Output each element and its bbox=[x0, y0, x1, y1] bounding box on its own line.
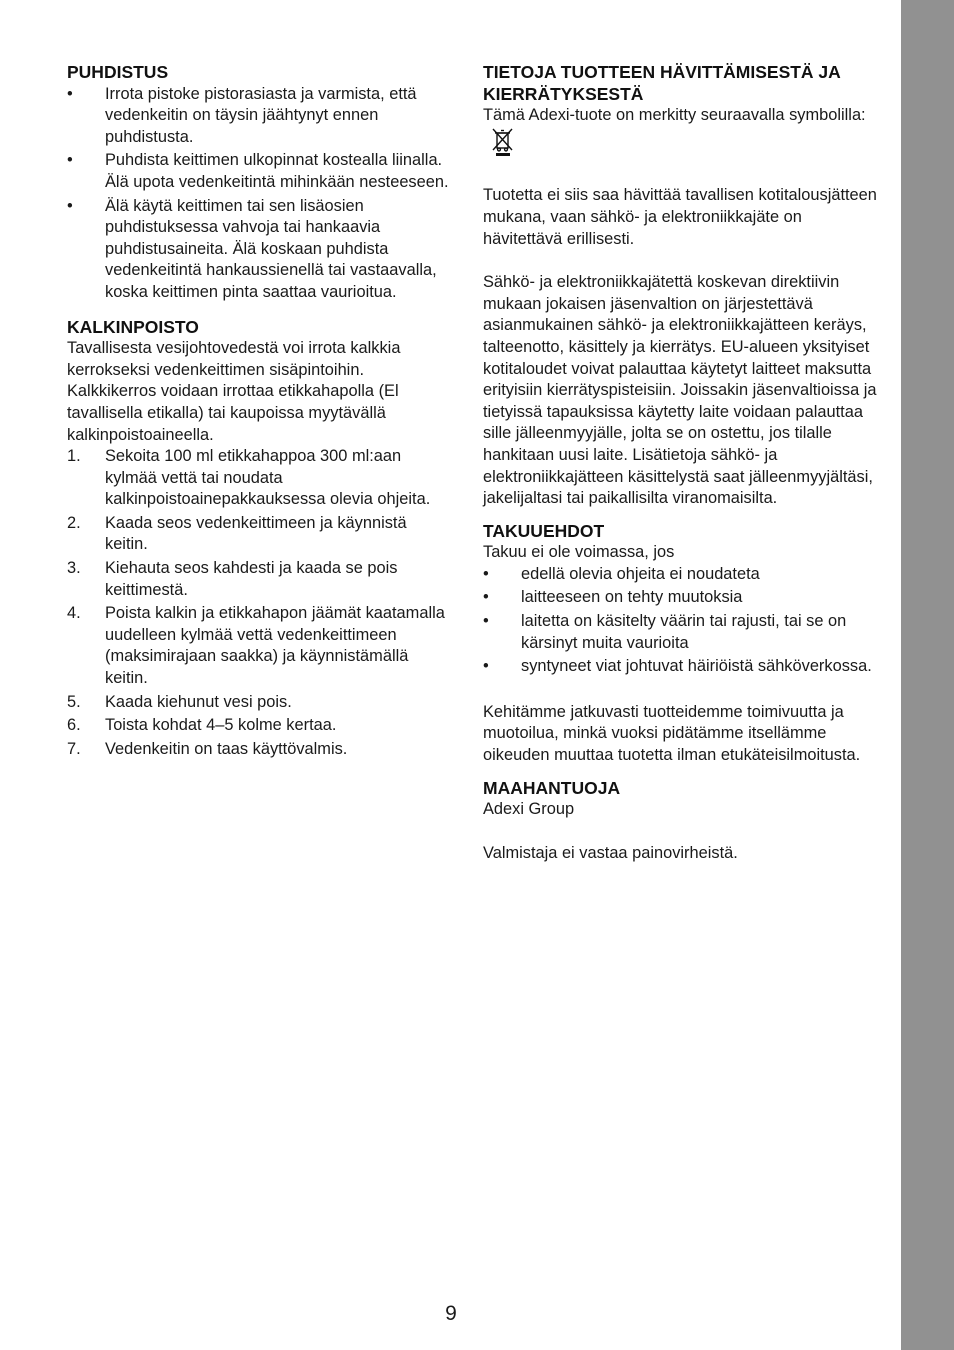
descaling-intro: Tavallisesta vesijohtovedestä voi irrota kalkkia kerrokseksi vedenkeittimen sisäpintoihin. Kalkkikerros voidaan irrottaa etikkahapolla (El tavallisella etikalla) tai kaupoissa myytävällä kalkinpoistoaineella. bbox=[67, 339, 401, 444]
left-column bbox=[67, 62, 449, 762]
heading-kalkinpoisto: KALKINPOISTO bbox=[67, 316, 199, 337]
bullet-icon: • bbox=[483, 657, 489, 676]
warranty-list bbox=[483, 564, 878, 678]
list-item: • Puhdista keittimen ulkopinnat kostealla liinalla. Älä upota vedenkeitintä mihinkään nesteeseen. bbox=[67, 151, 449, 191]
side-tab-bar bbox=[901, 0, 954, 1350]
list-item: • syntyneet viat johtuvat häiriöistä sähköverkossa. bbox=[483, 656, 878, 678]
bullet-icon: • bbox=[67, 84, 73, 103]
list-item: 7. Vedenkeitin on taas käyttövalmis. bbox=[67, 739, 348, 758]
heading-puhdistus: PUHDISTUS bbox=[67, 62, 169, 82]
page-number: 9 bbox=[445, 1302, 457, 1325]
weee-crossed-bin-icon bbox=[491, 127, 515, 164]
bullet-icon: • bbox=[67, 196, 73, 215]
list-item: • laitteeseen on tehty muutoksia bbox=[483, 587, 878, 609]
descaling-steps bbox=[67, 446, 449, 760]
disposal-p2: Tuotetta ei siis saa hävittää tavallisen kotitalousjätteen mukana, vaan sähkö- ja elektroniikkajäte on hävitettävä erillisesti. bbox=[483, 186, 877, 248]
bullet-icon: • bbox=[483, 564, 489, 583]
bullet-icon: • bbox=[483, 588, 489, 607]
right-column bbox=[483, 62, 878, 864]
heading-takuuehdot: TAKUUEHDOT bbox=[483, 520, 605, 541]
list-item: • laitetta on käsitelty väärin tai rajusti, tai se on kärsinyt muita vaurioita bbox=[483, 612, 847, 652]
list-item: • Irrota pistoke pistorasiasta ja varmista, että vedenkeitin on täysin jäähtynyt ennen puhdistusta. bbox=[67, 84, 417, 146]
importer-company: Adexi Group bbox=[483, 800, 575, 819]
disposal-p3: Sähkö- ja elektroniikkajätettä koskevan direktiivin mukaan jokaisen jäsenvaltion on järjestettävä asianmukainen sähkö- ja elektroniikkajätteen keräys, talteenotto, käsittely ja kierrätys. EU-alueen yksityiset kotitaloudet voivat palauttaa käytetyt laitteet maksutta erityisiin kierrätyspisteisiin. Joissakin jäsenvaltioissa ja tietyissä tapauksissa käytetty laite voidaan palauttaa sille jälleenmyyjälle, jolta se on ostettu, jos tilalle hankitaan uusi laite. Lisätietoja sähkö- ja elektroniikkajätteen käsittelystä saat jälleenmyyjältäsi, jakelijaltasi tai paikallisilta viranomaisilta. bbox=[483, 273, 877, 508]
cleaning-list bbox=[67, 84, 449, 304]
bullet-icon: • bbox=[67, 151, 73, 170]
warranty-intro: Takuu ei ole voimassa, jos bbox=[483, 543, 675, 562]
list-item: 4. Poista kalkin ja etikkahapon jäämät kaatamalla uudelleen kylmää vettä vedenkeittimeen (maksimirajaan saakka) ja käynnistämällä keitin. bbox=[67, 604, 445, 688]
list-item: • Älä käytä keittimen tai sen lisäosien puhdistuksessa vahvoja tai hankaavia puhdistusaineita. Älä koskaan puhdista vedenkeitintä hankaussienellä tai vastaavalla, koska keittimen pinta saattaa vaurioitua. bbox=[67, 196, 437, 301]
list-item: 6. Toista kohdat 4–5 kolme kertaa. bbox=[67, 716, 337, 735]
list-item: 2. Kaada seos vedenkeittimeen ja käynnistä keitin. bbox=[67, 513, 407, 554]
misprint-disclaimer: Valmistaja ei vastaa painovirheistä. bbox=[483, 843, 738, 862]
list-item: 1. Sekoita 100 ml etikkahappoa 300 ml:aan kylmää vettä tai noudata kalkinpoistoainepakkauksessa olevia ohjeita. bbox=[67, 447, 431, 509]
warranty-outro: Kehitämme jatkuvasti tuotteidemme toimivuutta ja muotoilua, minkä vuoksi pidätämme itsellämme oikeuden muuttaa tuotetta ilman etukäteisilmoitusta. bbox=[483, 702, 861, 765]
heading-maahantuoja: MAAHANTUOJA bbox=[483, 777, 621, 798]
heading-disposal: TIETOJA TUOTTEEN HÄVITTÄMISESTÄ JA KIERRÄTYKSESTÄ bbox=[483, 62, 841, 104]
bullet-icon: • bbox=[483, 612, 489, 631]
disposal-p1: Tämä Adexi-tuote on merkitty seuraavalla symbolilla: bbox=[483, 105, 878, 163]
list-item: 3. Kiehauta seos kahdesti ja kaada se pois keittimestä. bbox=[67, 559, 398, 599]
list-item: 5. Kaada kiehunut vesi pois. bbox=[67, 692, 292, 711]
list-item: • edellä olevia ohjeita ei noudateta bbox=[483, 564, 878, 586]
